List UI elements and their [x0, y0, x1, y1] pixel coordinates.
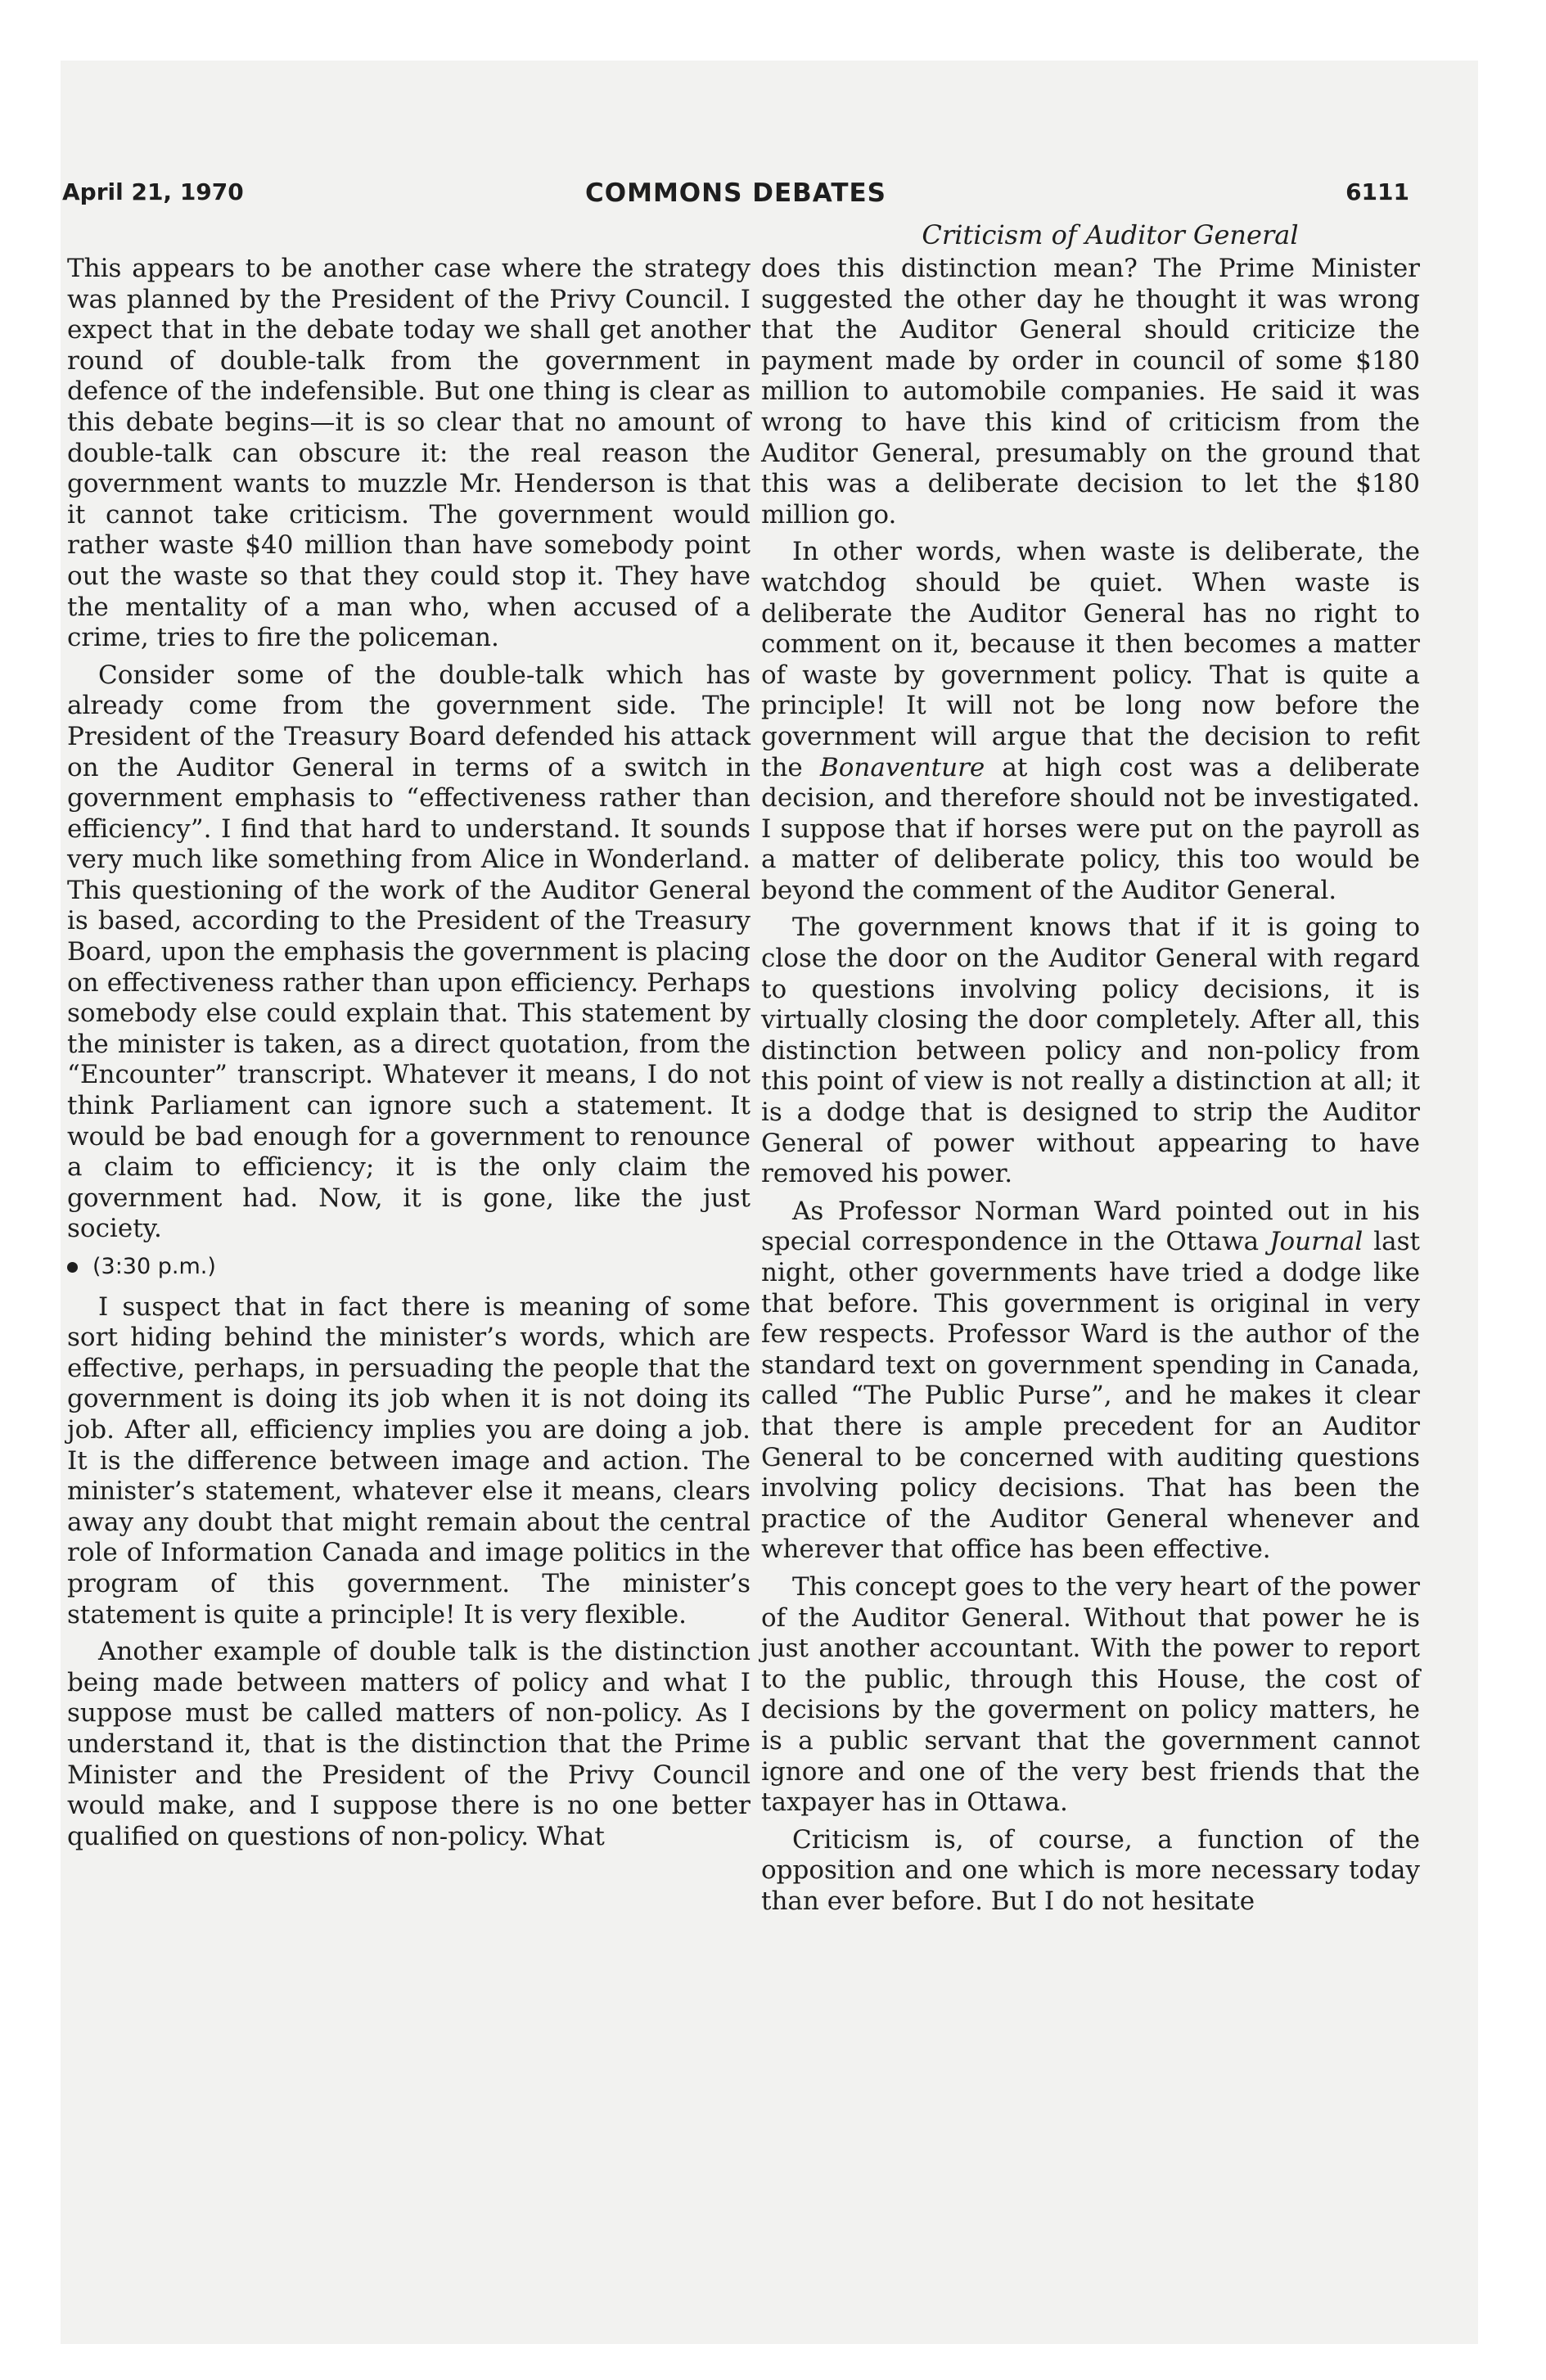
right-paragraph-2-part-a: In other words, when waste is deliberate, the watchdog should be quiet. When waste is deliberate the Auditor General has no right to comment on it, because it then becomes a matter of waste by government policy. That is quite a principle! It will not be long now before the government will argue that the decision to refit the	[761, 537, 1420, 782]
page-header	[62, 178, 1409, 214]
right-paragraph-4-part-a: As Professor Norman Ward pointed out in his special correspondence in the Ottawa	[761, 1196, 1420, 1257]
header-title: COMMONS DEBATES	[585, 178, 886, 208]
ship-name: Bonaventure	[819, 752, 985, 782]
running-head: Criticism of Auditor General	[922, 219, 1299, 250]
right-paragraph-2	[761, 537, 1420, 906]
left-paragraph-1: This appears to be another case where the strategy was planned by the President of the Privy Council. I expect that in the debate today we shall get another round of double-talk from the government in defence of the indefensible. But one thing is clear as this debate begins—it is so clear that no amount of double-talk can obscure it: the real reason the government wants to muzzle Mr. Henderson is that it cannot take criticism. The government would rather waste $40 million than have somebody point out the waste so that they could stop it. They have the mentality of a man who, when accused of a crime, tries to fire the policeman.	[67, 254, 750, 653]
time-marker	[67, 1251, 750, 1282]
header-page-number: 6111	[1345, 178, 1409, 205]
right-column	[761, 254, 1420, 1923]
right-paragraph-4-part-b: last night, other governments have tried a dodge like that before. This government is original in very few respects. Professor Ward is the author of the standard text on government spending in Canada, called “The Public Purse”, and he makes it clear that there is ample precedent for an Auditor General to be concerned with auditing questions involving policy decisions. That has been the practice of the Auditor General whenever and wherever that office has been effective.	[761, 1227, 1420, 1565]
newspaper-name: Journal	[1269, 1227, 1363, 1257]
bullet-icon	[67, 1262, 78, 1273]
header-date: April 21, 1970	[62, 178, 244, 205]
time-marker-text: (3:30 p.m.)	[92, 1254, 216, 1279]
left-column	[67, 254, 750, 1859]
right-paragraph-1: does this distinction mean? The Prime Minister suggested the other day he thought it was wrong that the Auditor General should criticize the payment made by order in council of some $180 million to automobile companies. He said it was wrong to have this kind of criticism from the Auditor General, presumably on the ground that this was a deliberate decision to let the $180 million go.	[761, 254, 1420, 530]
left-paragraph-3: I suspect that in fact there is meaning of some sort hiding behind the minister’s words, which are effective, perhaps, in persuading the people that the government is doing its job when it is not doing its job. After all, efficiency implies you are doing a job. It is the difference between image and action. The minister’s statement, whatever else it means, clears away any doubt that might remain about the central role of Information Canada and image politics in the program of this government. The minister’s statement is quite a principle! It is very flexible.	[67, 1291, 750, 1629]
right-paragraph-2-part-b: at high cost was a deliberate decision, and therefore should not be investigated. I suppose that if horses were put on the payroll as a matter of deliberate policy, this too would be beyond the comment of the Auditor General.	[761, 752, 1420, 905]
left-paragraph-4: Another example of double talk is the distinction being made between matters of policy and what I suppose must be called matters of non-policy. As I understand it, that is the distinction that the Prime Minister and the President of the Privy Council would make, and I suppose there is no one better qualified on questions of non-policy. What	[67, 1637, 750, 1851]
right-paragraph-4	[761, 1197, 1420, 1566]
right-paragraph-5: This concept goes to the very heart of the power of the Auditor General. Without that power he is just another accountant. With the power to report to the public, through this House, the cost of decisions by the goverment on policy matters, he is a public servant that the government cannot ignore and one of the very best friends that the taxpayer has in Ottawa.	[761, 1571, 1420, 1818]
right-paragraph-6: Criticism is, of course, a function of the opposition and one which is more necessary today than ever before. But I do not hesitate	[761, 1824, 1420, 1916]
right-paragraph-3: The government knows that if it is going to close the door on the Auditor General with regard to questions involving policy decisions, it is virtually closing the door completely. After all, this distinction between policy and non-policy from this point of view is not really a distinction at all; it is a dodge that is designed to strip the Auditor General of power without appearing to have removed his power.	[761, 913, 1420, 1189]
left-paragraph-2: Consider some of the double-talk which has already come from the government side. The President of the Treasury Board defended his attack on the Auditor General in terms of a switch in government emphasis to “effectiveness rather than efficiency”. I find that hard to understand. It sounds very much like something from Alice in Wonderland. This questioning of the work of the Auditor General is based, according to the President of the Treasury Board, upon the emphasis the government is placing on effectiveness rather than upon efficiency. Perhaps somebody else could explain that. This statement by the minister is taken, as a direct quotation, from the “Encounter” transcript. Whatever it means, I do not think Parliament can ignore such a statement. It would be bad enough for a government to renounce a claim to efficiency; it is the only claim the government had. Now, it is gone, like the just society.	[67, 660, 750, 1244]
